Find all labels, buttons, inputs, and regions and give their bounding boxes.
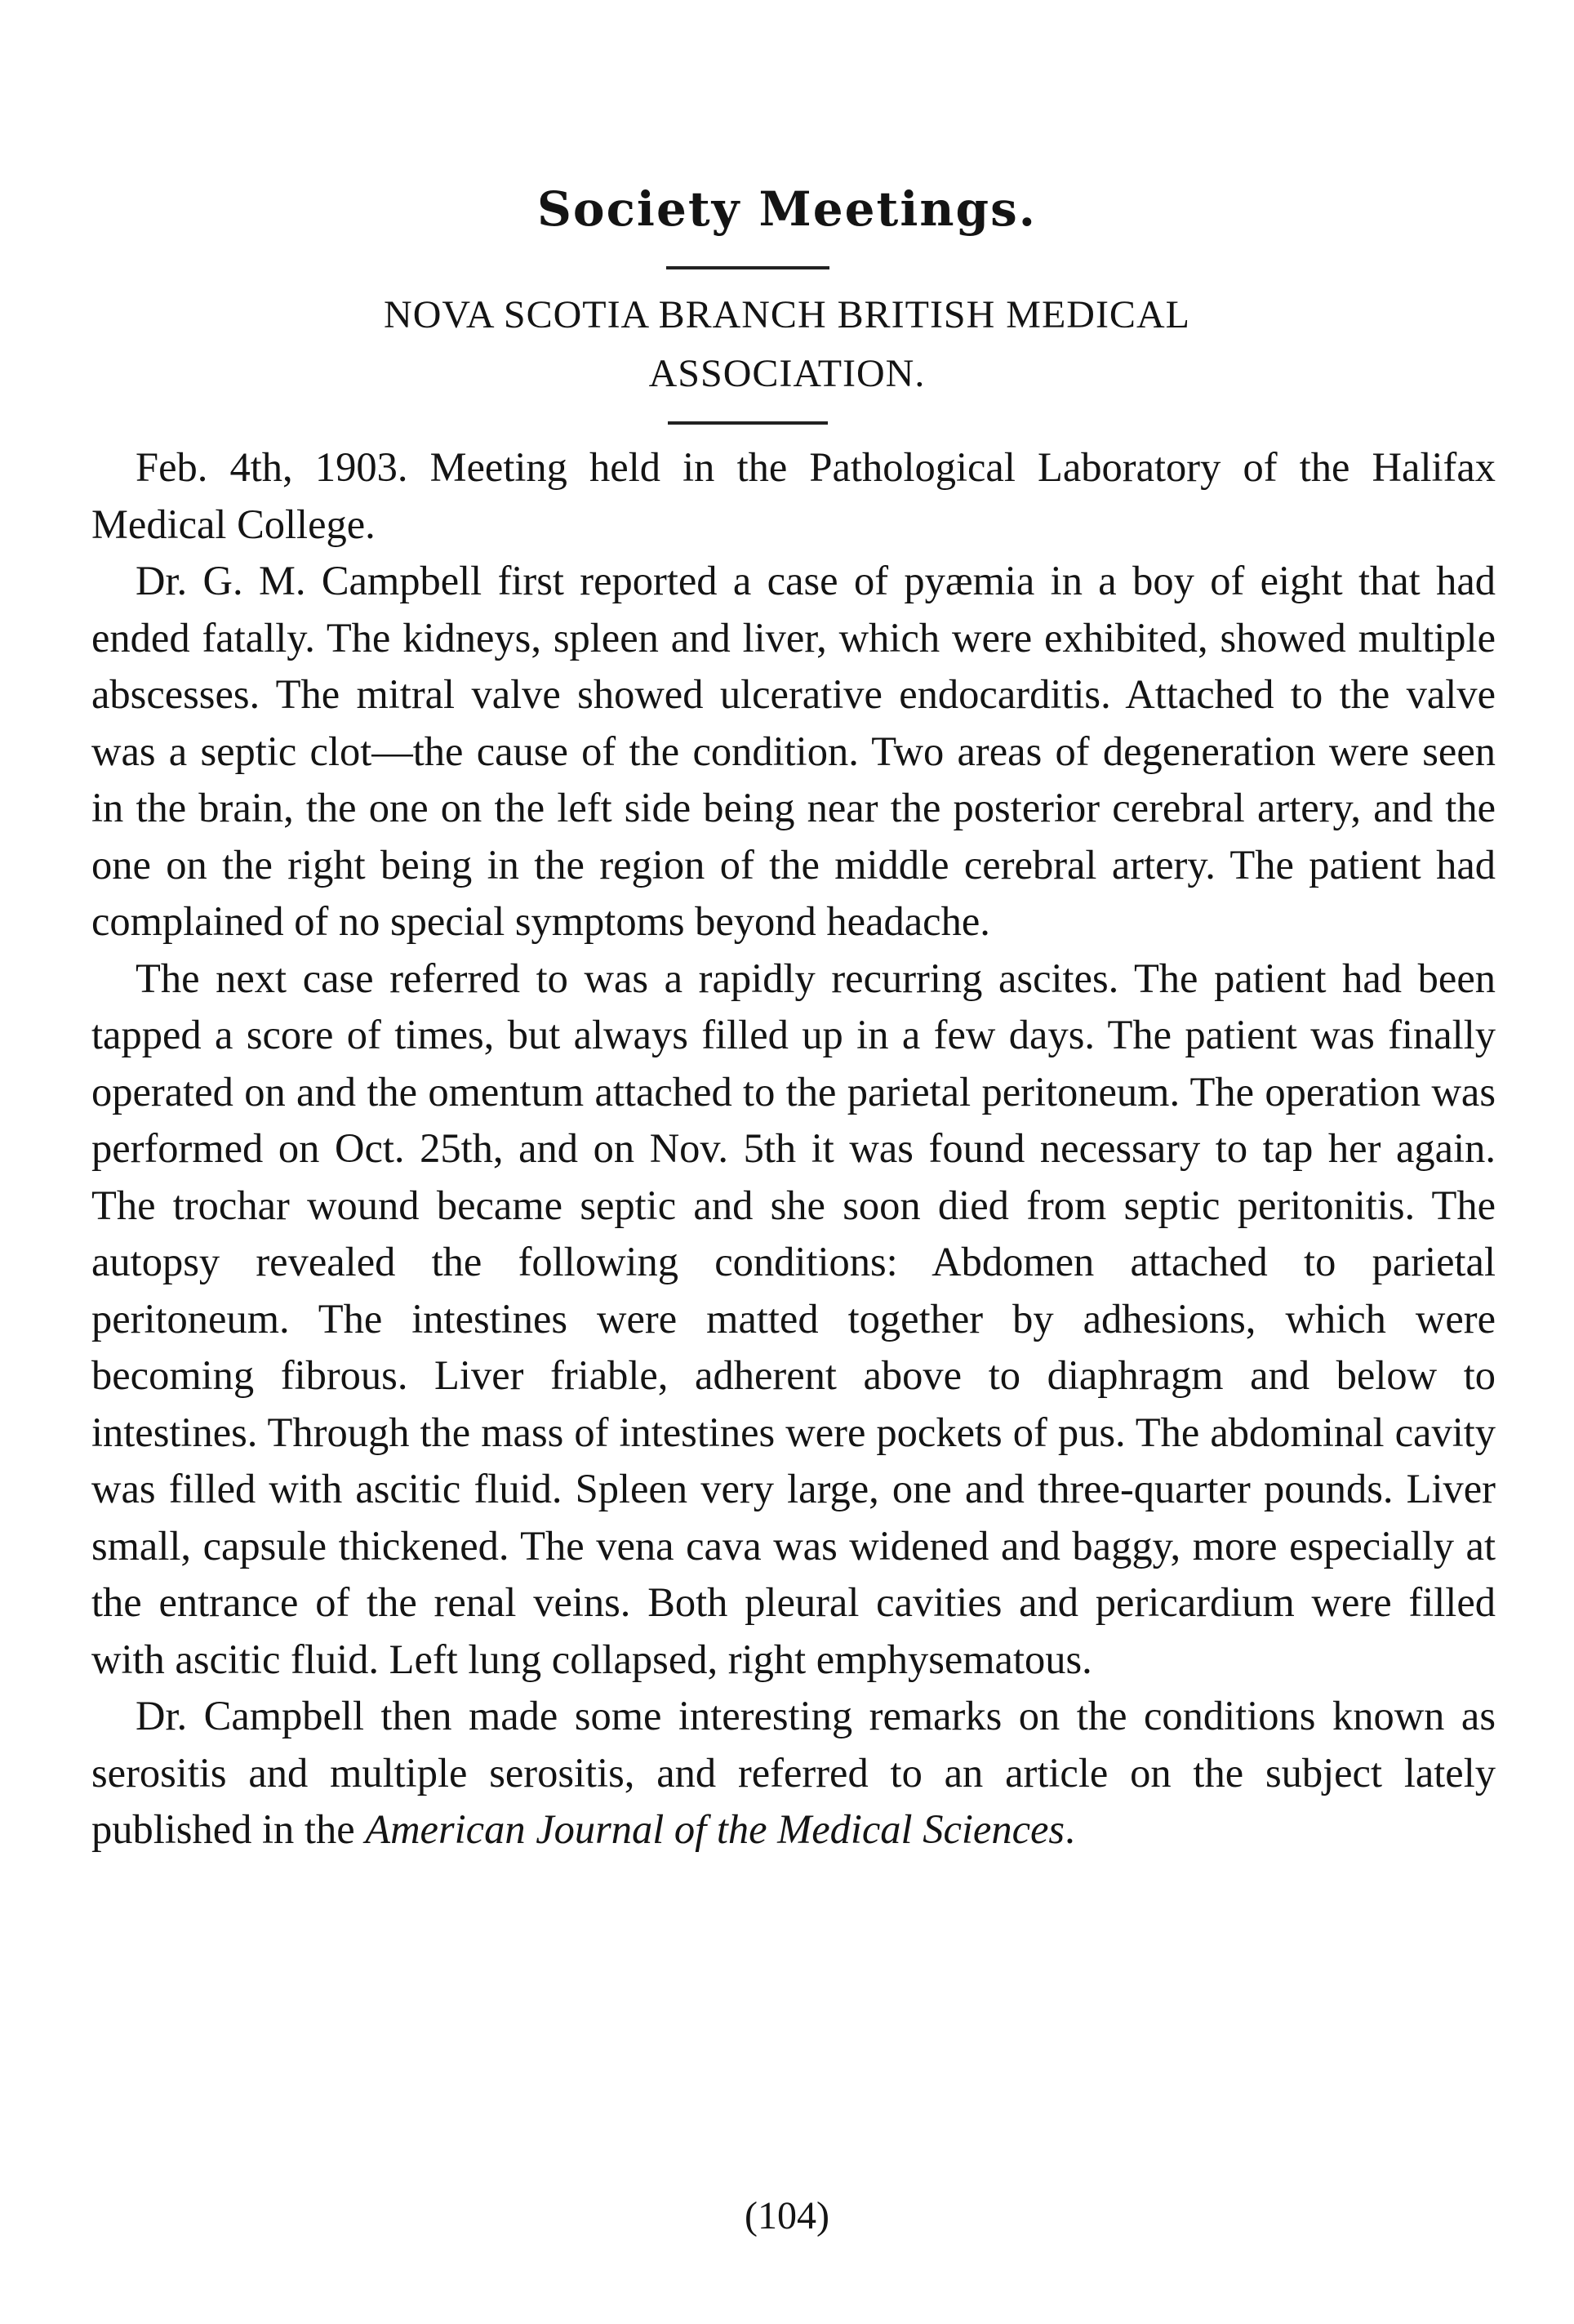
page-number: (104) <box>745 2194 829 2237</box>
paragraph-ascites-case: The next case referred to was a rapidly recurring ascites. The patient had been tapped a score of times, but always filled up in a few days. The patient was finally operated on and the omentum attached to the parietal peritoneum. The operation was performed on Oct. 25th, and on Nov. 5th it was found necessary to tap her again. The trochar wound became septic and she soon died from septic peritonitis. The autopsy revealed the following conditions: Abdomen attached to parietal peritoneum. The intestines were matted together by adhesions, which were becoming fibrous. Liver friable, adherent above to diaphragm and below to intestines. Through the mass of intestines were pockets of pus. The abdominal cavity was filled with ascitic fluid. Spleen very large, one and three-quarter pounds. Liver small, capsule thickened. The vena cava was widened and baggy, more especially at the entrance of the renal veins. Both pleural cavities and pericardium were filled with ascitic fluid. Left lung collapsed, right emphysematous. <box>91 955 1496 1682</box>
heading-divider <box>668 421 828 425</box>
title-divider <box>666 266 829 269</box>
section-title: Society Meetings. <box>537 181 1037 237</box>
paragraph-meeting-date: Feb. 4th, 1903. Meeting held in the Pathological Laboratory of the Halifax Medical College. <box>91 444 1496 547</box>
paragraph-serositis-remarks <box>91 1688 1496 1859</box>
paragraph-pyaemia-case: Dr. G. M. Campbell first reported a case of pyæmia in a boy of eight that had ended fatally. The kidneys, spleen and liver, which were exhibited, showed multiple abscesses. The mitral valve showed ulcerative endocarditis. Attached to the valve was a septic clot—the cause of the condition. Two areas of degeneration were seen in the brain, the one on the left side being near the posterior cerebral artery, and the one on the right being in the region of the middle cerebral artery. The patient had complained of no special symptoms beyond headache. <box>91 558 1496 944</box>
journal-title: American Journal of the Medical Sciences <box>365 1806 1065 1852</box>
heading-line-2: ASSOCIATION. <box>648 352 926 395</box>
closing-period: . <box>1065 1806 1075 1852</box>
heading-line-1: NOVA SCOTIA BRANCH BRITISH MEDICAL <box>384 293 1190 336</box>
article-body <box>91 439 1496 1859</box>
serositis-text: Dr. Campbell then made some interesting remarks on the conditions known as serositis and multiple serositis, and referred to an article on the subject lately published in the <box>91 1693 1496 1852</box>
association-heading <box>0 286 1574 403</box>
